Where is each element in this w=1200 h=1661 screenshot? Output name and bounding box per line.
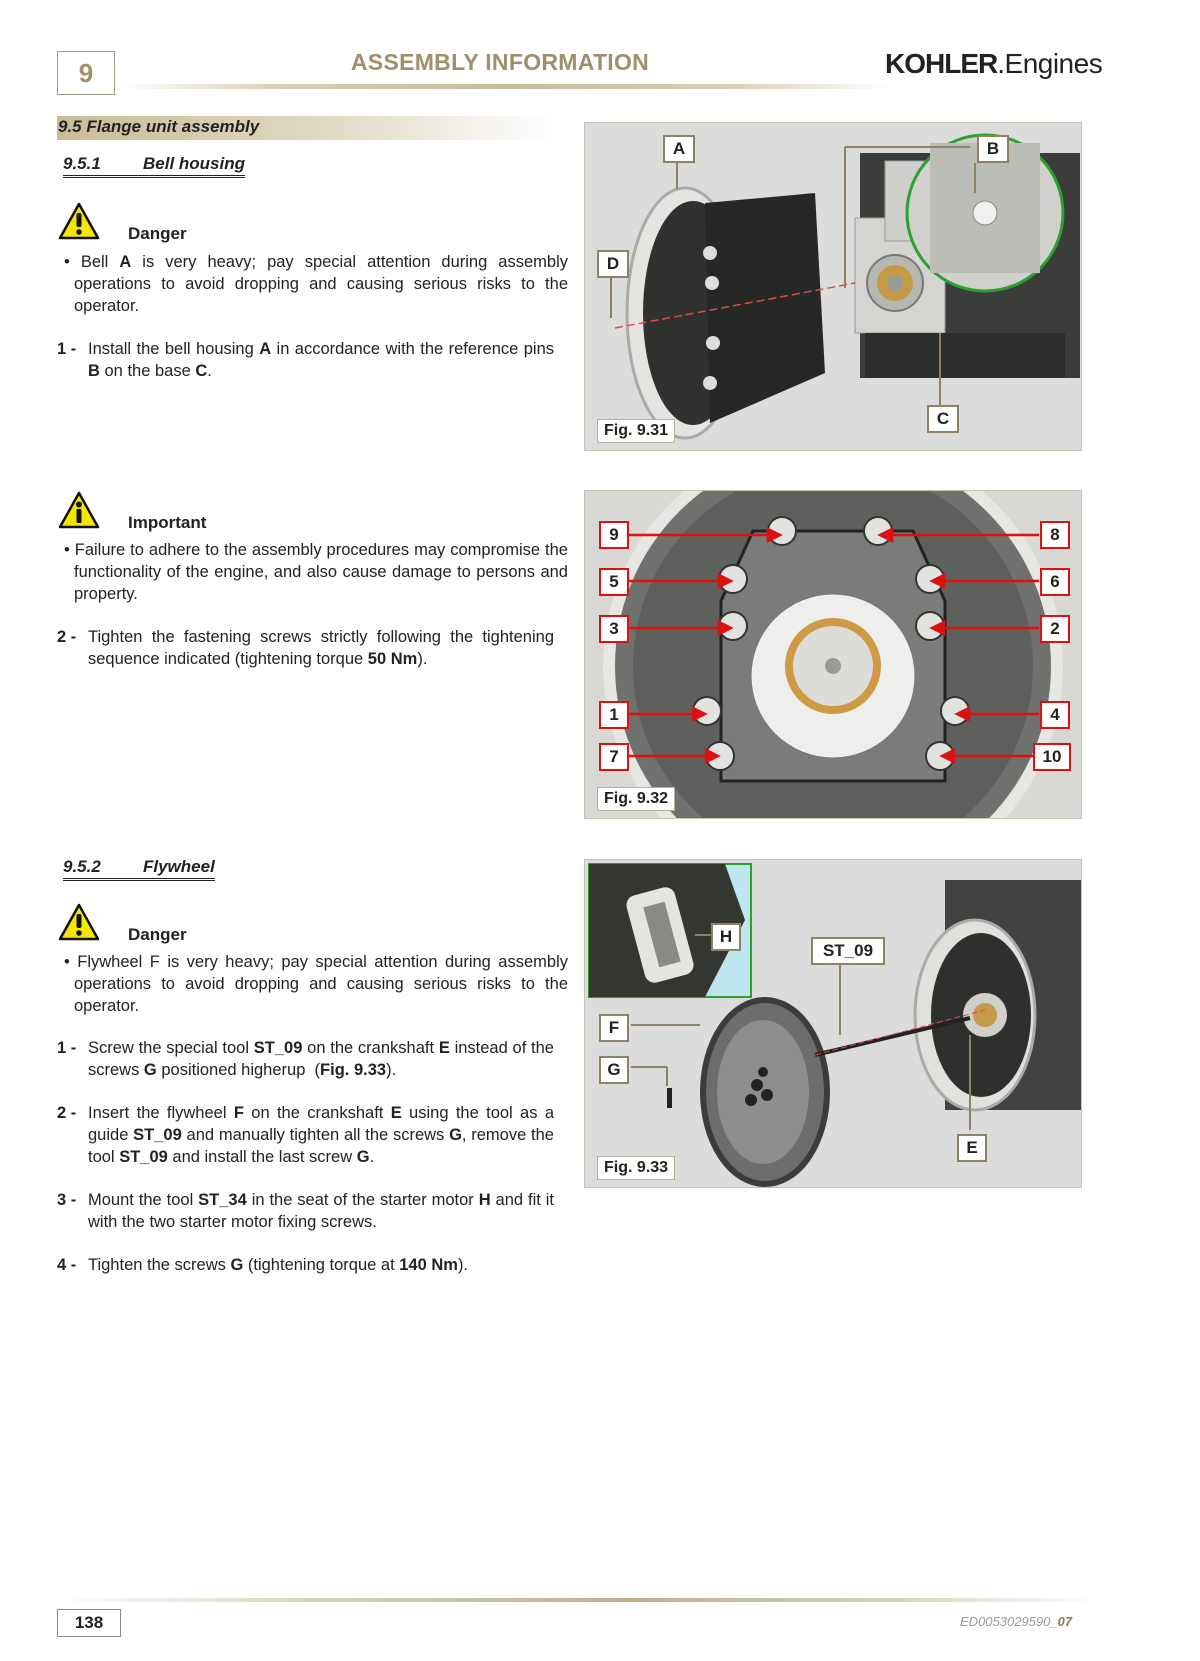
step-number: 2 - bbox=[57, 1104, 77, 1122]
bell-housing-illustration bbox=[585, 123, 1081, 450]
callout-step-3: 3 bbox=[599, 615, 629, 643]
figure-9-33-flywheel bbox=[584, 859, 1082, 1188]
subsection-heading-flywheel bbox=[63, 857, 215, 881]
callout-step-8: 8 bbox=[1040, 521, 1070, 549]
callout-e: E bbox=[957, 1134, 987, 1162]
subsection-number: 9.5.1 bbox=[63, 154, 101, 173]
step-number: 2 - bbox=[57, 628, 77, 646]
figure-9-31-bell-housing bbox=[584, 122, 1082, 451]
callout-step-4: 4 bbox=[1040, 701, 1070, 729]
callout-d: D bbox=[597, 250, 629, 278]
step-text: Screw the special tool ST_09 on the crankshaft E instead of the screws G positioned higherup (Fig. 9.33). bbox=[88, 1039, 554, 1079]
brand-name: KOHLER bbox=[885, 48, 998, 79]
step-number: 1 - bbox=[57, 340, 77, 358]
brand-suffix: .Engines bbox=[997, 48, 1103, 79]
callout-step-5: 5 bbox=[599, 568, 629, 596]
callout-g: G bbox=[599, 1056, 629, 1084]
important-bullet-text: • Failure to adhere to the assembly procedures may compromise the functionality of the engine, and also cause damage to persons and property. bbox=[64, 541, 568, 603]
step-text: Tighten the fastening screws strictly following the tightening sequence indicated (tightening torque 50 Nm). bbox=[88, 628, 554, 668]
document-code bbox=[960, 1614, 1072, 1629]
page-header-title: ASSEMBLY INFORMATION bbox=[350, 49, 650, 75]
subsection-heading-bell-housing bbox=[63, 154, 245, 178]
figure-label: Fig. 9.33 bbox=[597, 1156, 675, 1180]
kohler-engines-logo bbox=[885, 48, 1102, 80]
callout-step-1: 1 bbox=[599, 701, 629, 729]
flywheel-step bbox=[57, 1254, 554, 1276]
callout-f: F bbox=[599, 1014, 629, 1042]
flywheel-illustration bbox=[585, 860, 1081, 1187]
flywheel-step bbox=[57, 1189, 554, 1233]
step-install-bell-housing bbox=[57, 338, 554, 382]
danger-bullet-text: • Flywheel F is very heavy; pay special attention during assembly operations to avoid dropping and causing serious risks to the operator. bbox=[64, 953, 568, 1015]
step-text: Install the bell housing A in accordance with the reference pins B on the base C. bbox=[88, 340, 554, 380]
chapter-number: 9 bbox=[57, 51, 115, 95]
document-revision: 07 bbox=[1057, 1614, 1073, 1629]
danger-warning-icon bbox=[58, 903, 100, 941]
footer-divider bbox=[60, 1598, 1100, 1602]
figure-label: Fig. 9.31 bbox=[597, 419, 675, 443]
important-info-icon bbox=[58, 491, 100, 529]
flywheel-step bbox=[57, 1037, 554, 1081]
danger-bullet-body: Flywheel F is very heavy; pay special attention during assembly operations to avoid dropping and causing serious risks to the operator. bbox=[74, 953, 568, 1015]
danger-bullet-text: • Bell A is very heavy; pay special attention during assembly operations to avoid dropping and causing serious risks to the operator. bbox=[64, 253, 568, 315]
danger-warning-icon bbox=[58, 202, 100, 240]
danger-title: Danger bbox=[128, 925, 187, 944]
subsection-title: Flywheel bbox=[143, 857, 215, 876]
step-text: Mount the tool ST_34 in the seat of the starter motor H and fit it with the two starter motor fixing screws. bbox=[88, 1191, 555, 1231]
important-bullet-body: Failure to adhere to the assembly procedures may compromise the functionality of the engine, and also cause damage to persons and property. bbox=[74, 541, 568, 603]
step-number: 3 - bbox=[57, 1191, 77, 1209]
important-title: Important bbox=[128, 513, 207, 532]
step-text: Insert the flywheel F on the crankshaft E using the tool as a guide ST_09 and manually tighten all the screws G, remove the tool ST_09 and install the last screw G. bbox=[88, 1104, 554, 1166]
callout-a: A bbox=[663, 135, 695, 163]
flywheel-step bbox=[57, 1102, 554, 1168]
callout-st09: ST_09 bbox=[811, 937, 885, 965]
figure-9-32-tightening-sequence bbox=[584, 490, 1082, 819]
tightening-sequence-illustration bbox=[585, 491, 1081, 818]
danger-bullet-body: Bell A is very heavy; pay special attention during assembly operations to avoid dropping and causing serious risks to the operator. bbox=[74, 253, 568, 315]
callout-step-6: 6 bbox=[1040, 568, 1070, 596]
subsection-number: 9.5.2 bbox=[63, 857, 101, 876]
subsection-title: Bell housing bbox=[143, 154, 245, 173]
step-number: 4 - bbox=[57, 1256, 77, 1274]
callout-step-7: 7 bbox=[599, 743, 629, 771]
document-code-base: ED0053029590_ bbox=[960, 1614, 1058, 1629]
danger-title: Danger bbox=[128, 224, 187, 243]
callout-c: C bbox=[927, 405, 959, 433]
callout-step-10: 10 bbox=[1033, 743, 1071, 771]
callout-b: B bbox=[977, 135, 1009, 163]
step-number: 1 - bbox=[57, 1039, 77, 1057]
flywheel-steps-list bbox=[57, 1037, 554, 1276]
callout-step-9: 9 bbox=[599, 521, 629, 549]
callout-h: H bbox=[711, 923, 741, 951]
figure-label: Fig. 9.32 bbox=[597, 787, 675, 811]
section-title: 9.5 Flange unit assembly bbox=[58, 117, 260, 136]
step-text: Tighten the screws G (tightening torque at 140 Nm). bbox=[88, 1256, 469, 1274]
step-tighten-screws bbox=[57, 626, 554, 670]
callout-step-2: 2 bbox=[1040, 615, 1070, 643]
header-divider bbox=[120, 84, 890, 89]
page-number: 138 bbox=[57, 1609, 121, 1637]
